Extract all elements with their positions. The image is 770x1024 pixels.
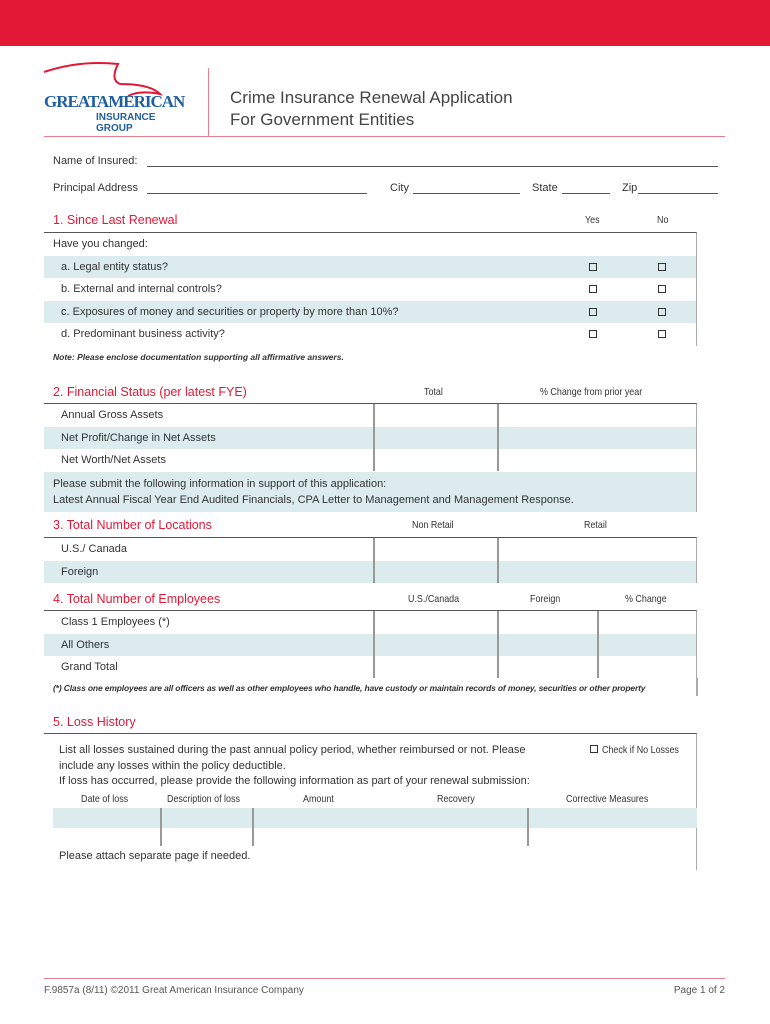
col-recovery: Recovery bbox=[437, 793, 475, 805]
yes-checkbox[interactable] bbox=[589, 308, 597, 316]
zip-field[interactable] bbox=[638, 193, 718, 194]
attach-note: Please attach separate page if needed. bbox=[59, 850, 251, 862]
col-yes: Yes bbox=[585, 214, 600, 226]
top-banner bbox=[0, 0, 770, 46]
col-us-canada: U.S./Canada bbox=[408, 593, 460, 605]
column-divider bbox=[252, 808, 254, 846]
table-row: d. Predominant business activity? bbox=[44, 323, 696, 346]
changes-table bbox=[44, 232, 697, 346]
column-divider bbox=[497, 404, 499, 471]
address-field[interactable] bbox=[147, 193, 367, 194]
financial-table bbox=[44, 403, 697, 512]
col-foreign: Foreign bbox=[530, 593, 561, 605]
table-row: Net Worth/Net Assets bbox=[61, 454, 166, 466]
no-checkbox[interactable] bbox=[658, 308, 666, 316]
table-row: c. Exposures of money and securities or property by more than 10%? bbox=[44, 301, 696, 324]
divider bbox=[208, 68, 209, 136]
col-amount: Amount bbox=[303, 793, 334, 805]
logo-subtext: INSURANCE GROUP bbox=[96, 112, 156, 134]
section-5-title: 5. Loss History bbox=[53, 715, 136, 729]
info-box: Please submit the following information in support of this application: Latest Annual Fiscal Year End Audited Financials, CPA Letter to Management and Management Response. bbox=[44, 472, 696, 512]
col-pct-change: % Change bbox=[625, 593, 667, 605]
footnote: (*) Class one employees are all officers as well as other employees who handle, have custody or maintain records of money, securities or other property bbox=[53, 683, 646, 693]
yes-checkbox[interactable] bbox=[589, 330, 597, 338]
col-retail: Retail bbox=[584, 519, 607, 531]
divider bbox=[696, 678, 698, 696]
locations-table bbox=[44, 537, 697, 583]
section-2-title: 2. Financial Status (per latest FYE) bbox=[53, 385, 247, 399]
name-label: Name of Insured: bbox=[53, 155, 138, 167]
state-field[interactable] bbox=[562, 193, 610, 194]
table-row: Class 1 Employees (*) bbox=[61, 616, 170, 628]
no-checkbox[interactable] bbox=[658, 330, 666, 338]
page-number: Page 1 of 2 bbox=[673, 985, 725, 996]
col-no: No bbox=[657, 214, 669, 226]
city-field[interactable] bbox=[413, 193, 520, 194]
col-description: Description of loss bbox=[167, 793, 240, 805]
column-divider bbox=[373, 404, 375, 471]
divider bbox=[44, 136, 725, 137]
no-checkbox[interactable] bbox=[658, 263, 666, 271]
table-row: Foreign bbox=[44, 561, 696, 584]
address-label: Principal Address bbox=[53, 182, 138, 194]
table-row: Net Profit/Change in Net Assets bbox=[44, 427, 696, 450]
table-row: U.S./ Canada bbox=[61, 543, 128, 555]
col-change: % Change from prior year bbox=[540, 386, 643, 398]
table-row: a. Legal entity status? bbox=[44, 256, 696, 279]
city-label: City bbox=[390, 182, 409, 194]
col-corrective: Corrective Measures bbox=[566, 793, 649, 805]
state-label: State bbox=[532, 182, 558, 194]
form-title: Crime Insurance Renewal Application For Government Entities bbox=[230, 88, 513, 129]
section-1-title: 1. Since Last Renewal bbox=[53, 213, 178, 227]
column-divider bbox=[497, 538, 499, 583]
note: Note: Please enclose documentation supporting all affirmative answers. bbox=[53, 352, 344, 362]
section-4-title: 4. Total Number of Employees bbox=[53, 592, 221, 606]
table-row: Annual Gross Assets bbox=[61, 409, 164, 421]
col-non-retail: Non Retail bbox=[412, 519, 454, 531]
column-divider bbox=[597, 611, 599, 678]
column-divider bbox=[373, 538, 375, 583]
table-row: Grand Total bbox=[61, 661, 118, 673]
column-divider bbox=[527, 808, 529, 846]
no-checkbox[interactable] bbox=[658, 285, 666, 293]
column-divider bbox=[160, 808, 162, 846]
yes-checkbox[interactable] bbox=[589, 263, 597, 271]
no-losses-label: Check if No Losses bbox=[602, 744, 679, 756]
zip-label: Zip bbox=[622, 182, 638, 194]
employees-table bbox=[44, 610, 697, 679]
intro-text: Have you changed: bbox=[53, 238, 148, 250]
loss-instructions: List all losses sustained during the past annual policy period, whether reimbursed or not. Please include any losses within the policy deductible. If loss has occurred, please provide the following information as part of your renewal submission: bbox=[59, 744, 530, 787]
col-date: Date of loss bbox=[81, 793, 129, 805]
column-divider bbox=[373, 611, 375, 678]
no-losses-checkbox[interactable] bbox=[590, 745, 598, 753]
column-divider bbox=[497, 611, 499, 678]
table-row: b. External and internal controls? bbox=[44, 278, 696, 301]
footer-divider bbox=[44, 978, 725, 979]
yes-checkbox[interactable] bbox=[589, 285, 597, 293]
logo-text: GREATAMERICAN bbox=[44, 92, 185, 111]
loss-entry-row[interactable] bbox=[53, 808, 697, 828]
company-logo bbox=[40, 58, 190, 134]
name-field[interactable] bbox=[147, 166, 718, 167]
table-row: All Others bbox=[44, 634, 696, 657]
form-code: F.9857a (8/11) ©2011 Great American Insurance Company bbox=[44, 985, 304, 996]
section-3-title: 3. Total Number of Locations bbox=[53, 518, 212, 532]
col-total: Total bbox=[424, 386, 443, 398]
